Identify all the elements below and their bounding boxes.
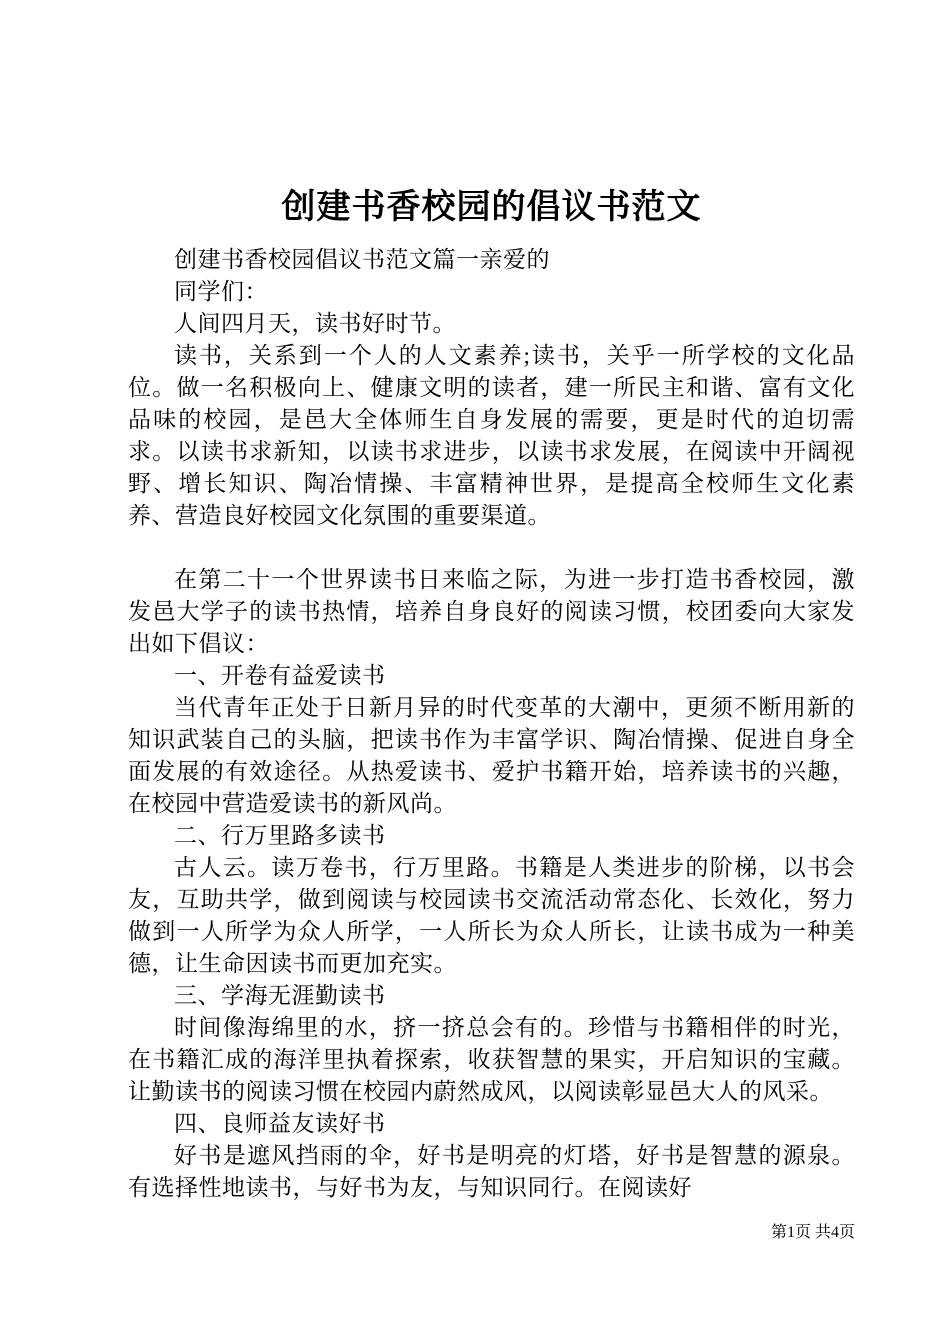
paragraph-item-4: 好书是遮风挡雨的伞，好书是明亮的灯塔，好书是智慧的源泉。有选择性地读书，与好书为友，与知识同行。在阅读好 [128, 1143, 855, 1201]
paragraph-item-2: 古人云。读万卷书，行万里路。书籍是人类进步的阶梯，以书会友，互助共学，做到阅读与校园读书交流活动常态化、长效化，努力做到一人所学为众人所学，一人所长为众人所长，让读书成为一种美德，让生命因读书而更加充实。 [128, 855, 855, 977]
heading-item-4: 四、良师益友读好书 [174, 1111, 386, 1137]
paragraph-salutation: 同学们： [174, 279, 268, 305]
document-title: 创建书香校园的倡议书范文 [281, 189, 702, 226]
paragraph-item-1: 当代青年正处于日新月异的时代变革的大潮中，更须不断用新的知识武装自己的头脑，把读书作为丰富学识、陶冶情操、促进自身全面发展的有效途径。从热爱读书、爱护书籍开始，培养读书的兴趣，在校园中营造爱读书的新风尚。 [128, 695, 855, 817]
page-footer [771, 1219, 855, 1242]
paragraph-intro: 创建书香校园倡议书范文篇一亲爱的 [174, 247, 550, 273]
paragraph-body-2: 在第二十一个世界读书日来临之际，为进一步打造书香校园，激发邑大学子的读书热情，培养自身良好的阅读习惯，校团委向大家发出如下倡议： [128, 567, 855, 657]
paragraph-opening: 人间四月天，读书好时节。 [174, 311, 456, 337]
page-number-label: 第1页 共4页 [770, 1224, 855, 1241]
paragraph-item-3: 时间像海绵里的水，挤一挤总会有的。珍惜与书籍相伴的时光，在书籍汇成的海洋里执着探索，收获智慧的果实，开启知识的宝藏。让勤读书的阅读习惯在校园内蔚然成风，以阅读彰显邑大人的风采。 [128, 1015, 855, 1105]
paragraph-body-1: 读书，关系到一个人的人文素养;读书，关乎一所学校的文化品位。做一名积极向上、健康文明的读者，建一所民主和谐、富有文化品味的校园，是邑大全体师生自身发展的需要，更是时代的迫切需求。以读书求新知，以读书求进步，以读书求发展，在阅读中开阔视野、增长知识、陶冶情操、丰富精神世界，是提高全校师生文化素养、营造良好校园文化氛围的重要渠道。 [128, 343, 855, 529]
heading-item-3: 三、学海无涯勤读书 [174, 983, 386, 1009]
heading-item-1: 一、开卷有益爱读书 [174, 663, 386, 689]
heading-item-2: 二、行万里路多读书 [174, 823, 386, 849]
